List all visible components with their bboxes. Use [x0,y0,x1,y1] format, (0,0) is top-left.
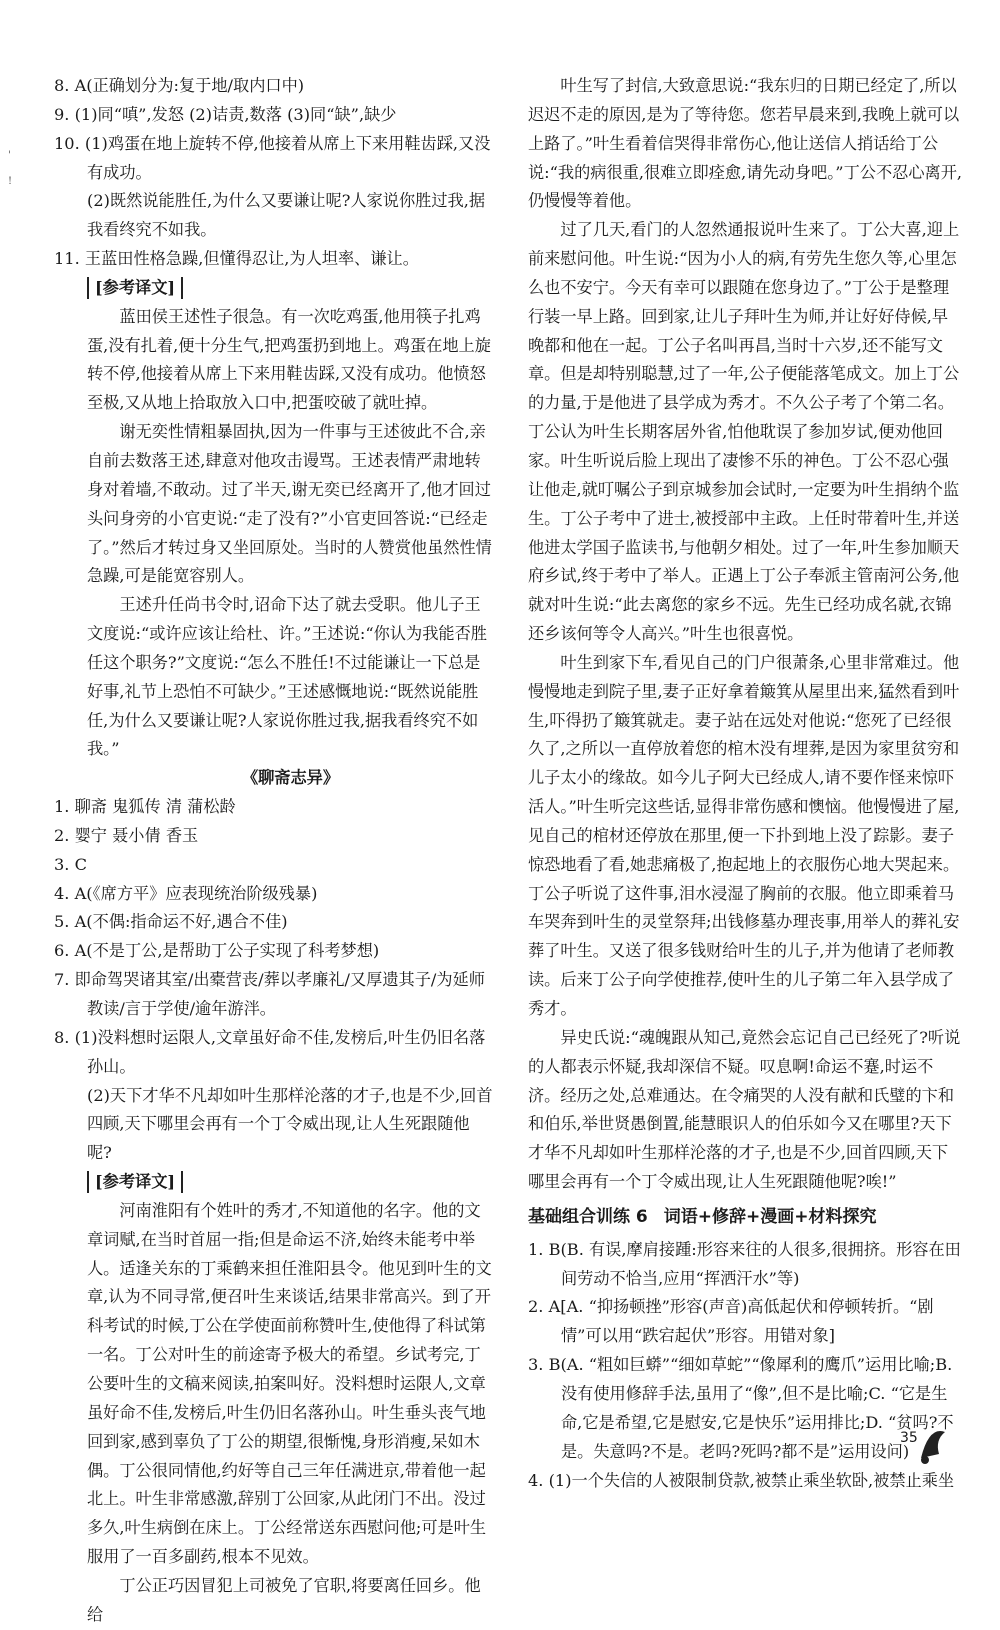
translation-paragraph: 谢无奕性情粗暴固执,因为一件事与王述彼此不合,亲自前去数落王述,肆意对他攻击谩骂。王述表情严肃地转身对着墙,不敢动。过了半天,谢无奕已经离开了,他才回过头问身旁的小官吏说:“走了没有?”小官吏回答说:“已经走了。”然后才转过身又坐回原处。当时的人赞赏他虽然性情急躁,可是能宽容别人。 [87,422,492,586]
answer-item: 4. (1)一个失信的人被限制贷款,被禁止乘坐软卧,被禁止乘坐 [528,1470,955,1490]
answer-item: 2. 婴宁 聂小倩 香玉 [54,825,199,845]
exercise-title-topic: 词语+修辞+漫画+材料探究 [663,1206,877,1227]
translation-paragraph: 异史氏说:“魂魄跟从知己,竟然会忘记自己已经死了?听说的人都表示怀疑,我却深信不疑。叹息啊!命运不蹇,时运不济。经历之处,总难通达。在令痛哭的人没有献和氏璧的卞和和伯乐,举世贤愚倒置,能慧眼识人的伯乐如今又在哪里?天下才华不凡却如叶生那样沦落的才子,也是不少,回首四顾,天下哪里会再有一个丁令威出现,让人生死跟随他呢?唉!” [528,1027,961,1192]
answer-subitem: (2)既然说能胜任,为什么又要谦让呢?人家说你胜过我,据我看终究不如我。 [87,191,486,240]
answer-item: 10. (1)鸡蛋在地上旋转不停,他接着从席上下来用鞋齿踩,又没有成功。 [54,133,491,182]
answer-item: 3. C [54,854,87,874]
page-number: 35 [900,1430,918,1446]
section-title: 《聊斋志异》 [241,768,340,788]
translation-paragraph: 叶生写了封信,大致意思说:“我东归的日期已经定了,所以迟迟不走的原因,是为了等待您。您若早晨来到,我晚上就可以上路了。”叶生看着信哭得非常伤心,他让送信人捎话给丁公说:“我的病很重,很难立即痊愈,请先动身吧。”丁公不忍心离开,仍慢慢等着他。 [528,76,963,211]
margin-mark: ! [8,176,13,187]
answer-item: 1. B(B. 有误,摩肩接踵:形容来往的人很多,很拥挤。形容在田间劳动不恰当,应用“挥洒汗水”等) [528,1239,961,1288]
reference-translation-label: [参考译文] [87,1171,183,1193]
translation-paragraph: 蓝田侯王述性子很急。有一次吃鸡蛋,他用筷子扎鸡蛋,没有扎着,便十分生气,把鸡蛋扔到地上。鸡蛋在地上旋转不停,他接着从席上下来用鞋齿踩,又没有成功。他愤怒至极,又从地上拾取放入口中,把蛋咬破了就吐掉。 [87,306,491,413]
page-corner-ornament [915,1418,995,1468]
reference-translation-label: [参考译文] [87,277,183,299]
answer-item: 8. (1)没料想时运限人,文章虽好命不佳,发榜后,叶生仍旧名落孙山。 [54,1027,486,1076]
answer-item: 6. A(不是丁公,是帮助丁公子实现了科考梦想) [54,941,380,961]
left-column [54,72,494,1630]
margin-mark: ' [8,150,11,161]
answer-item: 5. A(不偶:指命运不好,遇合不佳) [54,912,288,932]
answer-item: 1. 聊斋 鬼狐传 清 蒲松龄 [54,797,236,817]
answer-subitem: (2)天下才华不凡却如叶生那样沦落的才子,也是不少,回首四顾,天下哪里会再有一个丁令威出现,让人生死跟随他呢? [87,1085,493,1163]
right-column [528,72,964,1495]
answer-item: 7. 即命驾哭诸其室/出橐营丧/葬以孝廉礼/又厚遗其子/为延师教读/言于学使/逾年游泮。 [54,970,485,1018]
exercise-title [528,1203,964,1232]
translation-paragraph: 过了几天,看门的人忽然通报说叶生来了。丁公大喜,迎上前来慰问他。叶生说:“因为小人的病,有劳先生您久等,心里怎么也不安宁。今天有幸可以跟随在您身边了。”丁公于是整理行装一早上路。回到家,让儿子拜叶生为师,并让好好侍候,早晚都和他在一起。丁公子名叫再昌,当时十六岁,还不能写文章。但是却特别聪慧,过了一年,公子便能落笔成文。加上丁公的力量,于是他进了县学成为秀才。不久公子考了个第二名。丁公认为叶生长期客居外省,怕他耽误了参加岁试,便劝他回家。叶生听说后脸上现出了凄惨不乐的神色。丁公不忍心强让他走,就叮嘱公子到京城参加会试时,一定要为叶生捐纳个监生。丁公子考中了进士,被授部中主政。上任时带着叶生,并送他进太学国子监读书,与他朝夕相处。过了一年,叶生参加顺天府乡试,终于考中了举人。正遇上丁公子奉派主管南河公务,他就对叶生说:“此去离您的家乡不远。先生已经功成名就,衣锦还乡该何等令人高兴。”叶生也很喜悦。 [528,220,960,644]
translation-paragraph: 河南淮阳有个姓叶的秀才,不知道他的名字。他的文章词赋,在当时首屈一指;但是命运不济,始终未能考中举人。适逢关东的丁乘鹤来担任淮阳县令。他见到叶生的文章,认为不同寻常,便召叶生来谈话,结果非常高兴。到了开科考试的时候,丁公在学使面前称赞叶生,使他得了科试第一名。丁公对叶生的前途寄予极大的希望。乡试考完,丁公要叶生的文稿来阅读,拍案叫好。没料想时运限人,文章虽好命不佳,发榜后,叶生仍旧名落孙山。叶生垂头丧气地回到家,感到辜负了丁公的期望,很惭愧,身形消瘦,呆如木偶。丁公很同情他,约好等自己三年任满进京,带着他一起北上。叶生非常感激,辞别丁公回家,从此闭门不出。没过多久,叶生病倒在床上。丁公经常送东西慰问他;可是叶生服用了一百多副药,根本不见效。 [87,1200,492,1567]
exercise-title-number: 基础组合训练 6 [528,1206,648,1227]
answer-item: 3. B(A. “粗如巨蟒”“细如草蛇”“像犀利的鹰爪”运用比喻;B. 没有使用修辞手法,虽用了“像”,但不是比喻;C. “它是生命,它是希望,它是慰安,它是快乐”运用排比;D. “贫吗?不是。失意吗?不是。老吗?死吗?都不是”运用设问) [528,1355,954,1461]
answer-item: 11. 王蓝田性格急躁,但懂得忍让,为人坦率、谦让。 [54,249,419,269]
translation-paragraph: 叶生到家下车,看见自己的门户很萧条,心里非常难过。他慢慢地走到院子里,妻子正好拿着簸箕从屋里出来,猛然看到叶生,吓得扔了簸箕就走。妻子站在远处对他说:“您死了已经很久了,之所以一直停放着您的棺木没有埋葬,是因为家里贫穷和儿子太小的缘故。如今儿子阿大已经成人,请不要作怪来惊吓活人。”叶生听完这些话,显得非常伤感和懊恼。他慢慢进了屋,见自己的棺材还停放在那里,便一下扑到地上没了踪影。妻子惊恐地看了看,她悲痛极了,抱起地上的衣服伤心地大哭起来。丁公子听说了这件事,泪水浸湿了胸前的衣服。他立即乘着马车哭奔到叶生的灵堂祭拜;出钱修墓办理丧事,用举人的葬礼安葬了叶生。又送了很多钱财给叶生的儿子,并为他请了老师教读。后来丁公子向学使推荐,使叶生的儿子第二年入县学成了秀才。 [528,652,960,1018]
answer-item: 4. A(《席方平》应表现统治阶级残暴) [54,883,318,903]
translation-paragraph: 王述升任尚书令时,诏命下达了就去受职。他儿子王文度说:“或许应该让给杜、许。”王述说:“你认为我能否胜任这个职务?”文度说:“怎么不胜任!不过能谦让一下总是好事,礼节上恐怕不可缺少。”王述感慨地说:“既然说能胜任,为什么又要谦让呢?人家说你胜过我,据我看终究不如我。” [87,595,487,759]
translation-paragraph: 丁公正巧因冒犯上司被免了官职,将要离任回乡。他给 [87,1575,481,1624]
answer-item: 2. A[A. “抑扬顿挫”形容(声音)高低起伏和停顿转折。“剧情”可以用“跌宕起伏”形容。用错对象] [528,1297,934,1346]
answer-item: 9. (1)同“嗔”,发怒 (2)诘责,数落 (3)同“缺”,缺少 [54,104,397,124]
answer-item: 8. A(正确划分为:复于地/取内口中) [54,76,305,95]
